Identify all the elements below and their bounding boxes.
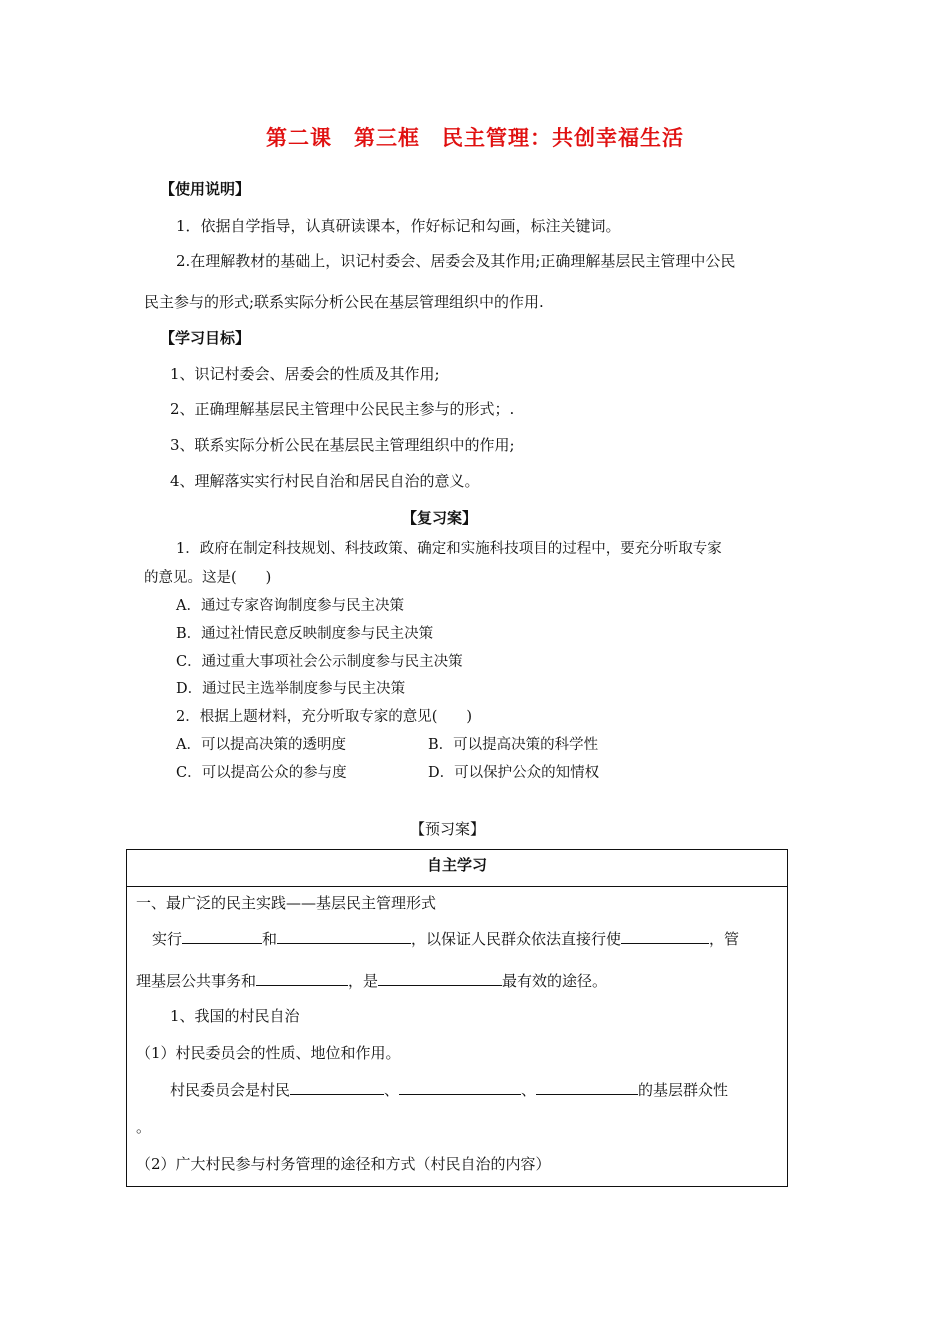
question-2-option: C．可以提高公众的参与度	[176, 765, 347, 781]
fill-text: 和	[262, 930, 278, 948]
fill-text: 最有效的途径。	[502, 972, 608, 990]
subsection-1b: （2）广大村民参与村务管理的途径和方式（村民自治的内容）	[136, 1155, 551, 1173]
fill-blank[interactable]	[182, 929, 262, 944]
goal-item: 2、正确理解基层民主管理中公民民主参与的形式；.	[170, 400, 515, 418]
usage-item-1: 1．依据自学指导，认真研读课本，作好标记和勾画，标注关键词。	[176, 217, 621, 235]
self-study-title: 自主学习	[127, 850, 787, 887]
fill-blank[interactable]	[277, 929, 411, 944]
fill-blank[interactable]	[399, 1080, 521, 1095]
usage-heading: 【使用说明】	[160, 180, 251, 198]
question-1-line1: 1．政府在制定科技规划、科技政策、确定和实施科技项目的过程中，要充分听取专家	[176, 541, 722, 557]
usage-item-2-line2: 民主参与的形式;联系实际分析公民在基层管理组织中的作用.	[144, 293, 544, 311]
fill-line-2	[136, 970, 607, 991]
section-1-heading: 一、最广泛的民主实践——基层民主管理形式	[136, 894, 437, 912]
page-title: 第二课 第三框 民主管理：共创幸福生活	[266, 126, 684, 150]
fill-line-1	[152, 928, 739, 949]
review-heading: 【复习案】	[402, 509, 478, 527]
fill-text: ，是	[348, 972, 379, 990]
subsection-1: 1、我国的村民自治	[170, 1007, 300, 1025]
goals-heading: 【学习目标】	[160, 329, 251, 347]
question-2-option: D．可以保护公众的知情权	[428, 765, 600, 781]
goal-item: 1、识记村委会、居委会的性质及其作用;	[170, 365, 440, 383]
fill-blank[interactable]	[621, 929, 709, 944]
question-1-option: A．通过专家咨询制度参与民主决策	[176, 598, 404, 614]
fill-text: ，管	[709, 930, 740, 948]
question-1-option: B．通过社情民意反映制度参与民主决策	[176, 626, 434, 642]
question-2-option: A．可以提高决策的透明度	[176, 737, 346, 753]
question-1-option: D．通过民主选举制度参与民主决策	[176, 681, 406, 697]
preview-heading: 【预习案】	[410, 820, 486, 838]
usage-item-2-line1: 2.在理解教材的基础上，识记村委会、居委会及其作用;正确理解基层民主管理中公民	[176, 252, 736, 270]
goal-item: 3、联系实际分析公民在基层民主管理组织中的作用;	[170, 436, 515, 454]
fill-line-3	[170, 1079, 728, 1100]
question-2-option: B．可以提高决策的科学性	[428, 737, 599, 753]
fill-text: 实行	[152, 930, 183, 948]
goal-item: 4、理解落实实行村民自治和居民自治的意义。	[170, 472, 480, 490]
fill-blank[interactable]	[256, 971, 348, 986]
fill-text: 村民委员会是村民	[170, 1081, 291, 1099]
fill-blank[interactable]	[290, 1080, 384, 1095]
fill-line-3-end: 。	[136, 1118, 152, 1136]
subsection-1a: （1）村民委员会的性质、地位和作用。	[136, 1044, 401, 1062]
question-2: 2．根据上题材料，充分听取专家的意见( )	[176, 709, 473, 725]
fill-text: 理基层公共事务和	[136, 972, 257, 990]
fill-text: 、	[384, 1081, 400, 1099]
question-1-line2: 的意见。这是( )	[144, 570, 272, 586]
fill-blank[interactable]	[378, 971, 502, 986]
question-1-option: C．通过重大事项社会公示制度参与民主决策	[176, 654, 463, 670]
fill-text: 的基层群众性	[638, 1081, 729, 1099]
fill-text: 、	[521, 1081, 537, 1099]
fill-text: ，以保证人民群众依法直接行使	[411, 930, 622, 948]
fill-blank[interactable]	[536, 1080, 638, 1095]
